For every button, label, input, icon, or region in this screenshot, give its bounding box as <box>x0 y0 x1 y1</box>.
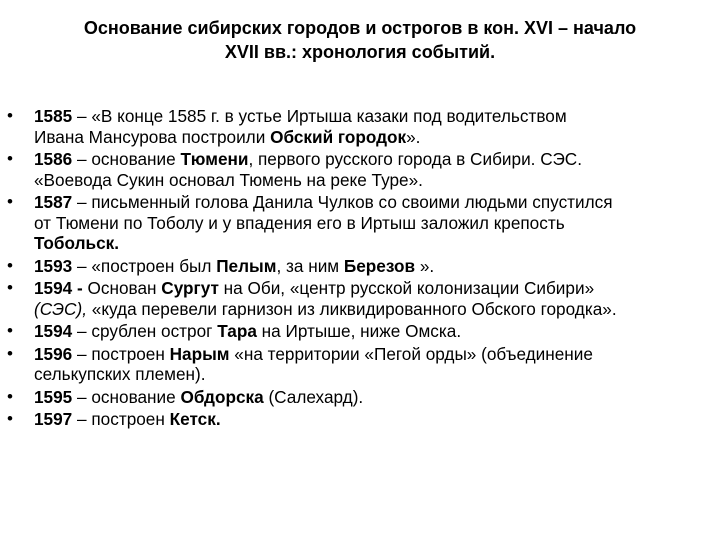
slide-title-line-2: XVII вв.: хронология событий. <box>224 42 496 62</box>
event-bold-text: 1586 <box>34 149 73 169</box>
event-bold-text: Тюмени <box>180 149 249 169</box>
event-item <box>0 387 720 408</box>
bullet-icon: • <box>7 343 13 363</box>
event-bold-text: 1594 <box>34 321 73 341</box>
event-line <box>34 233 714 254</box>
event-text: – основание <box>72 149 181 169</box>
event-text: – основание <box>72 386 181 407</box>
event-line <box>34 106 714 127</box>
event-line <box>34 364 714 385</box>
event-line <box>34 387 714 408</box>
event-line <box>34 299 714 320</box>
event-bold-text: 1594 - <box>34 278 83 298</box>
event-item <box>0 321 720 342</box>
event-line <box>34 409 714 430</box>
event-italic-text: (СЭС), <box>34 298 87 319</box>
event-text: на Оби, «центр русской колонизации Сибири» <box>218 278 595 298</box>
event-item <box>0 149 720 190</box>
event-line <box>34 344 714 365</box>
event-item <box>0 409 720 430</box>
event-text: – срублен острог <box>72 321 218 341</box>
event-bold-text: 1587 <box>34 192 73 212</box>
event-line <box>34 278 714 299</box>
bullet-icon: • <box>7 192 13 211</box>
bullet-icon: • <box>7 321 13 340</box>
event-bold-text: Березов <box>343 255 416 276</box>
event-line <box>34 149 714 170</box>
slide-title-line-1: Основание сибирских городов и острогов в кон. XVI – начало <box>83 18 637 38</box>
bullet-icon: • <box>7 255 13 275</box>
event-bold-text: 1597 <box>34 409 73 429</box>
bullet-icon: • <box>7 149 13 168</box>
event-text: ». <box>406 126 421 147</box>
event-text: от Тюмени по Тоболу и у впадения его в Иртыш заложил крепость <box>34 212 565 233</box>
event-bold-text: Обский городок <box>270 126 407 147</box>
event-line <box>34 256 714 277</box>
event-text: – построен <box>72 343 170 364</box>
event-bold-text: 1595 <box>34 386 73 407</box>
event-item <box>0 106 720 147</box>
event-bold-text: Кетск. <box>169 409 221 429</box>
event-bold-text: 1585 <box>34 106 73 126</box>
event-line <box>34 127 714 148</box>
event-bold-text: Тобольск. <box>34 233 120 253</box>
event-text: (Салехард). <box>263 386 364 407</box>
event-text: – «В конце 1585 г. в устье Иртыша казаки под водительством <box>72 106 567 126</box>
event-item <box>0 192 720 254</box>
event-bold-text: Обдорска <box>180 386 264 407</box>
event-text: «куда перевели гарнизон из ликвидированного Обского городка». <box>86 298 617 319</box>
event-text: Ивана Мансурова построили <box>34 126 271 147</box>
events-list <box>0 106 720 432</box>
event-bold-text: Тара <box>217 321 257 341</box>
event-line <box>34 213 714 234</box>
event-text: ». <box>415 255 435 276</box>
bullet-icon: • <box>7 386 13 406</box>
slide-title <box>40 16 680 64</box>
event-text: – «построен был <box>72 255 217 276</box>
event-text: на Иртыше, ниже Омска. <box>256 321 462 341</box>
bullet-icon: • <box>7 409 13 428</box>
event-line <box>34 192 714 213</box>
bullet-icon: • <box>7 278 13 297</box>
bullet-icon: • <box>7 106 13 125</box>
event-bold-text: 1596 <box>34 343 73 364</box>
event-line <box>34 170 714 191</box>
event-text: «на территории «Пегой орды» (объединение <box>229 343 593 364</box>
event-item <box>0 256 720 277</box>
event-line <box>34 321 714 342</box>
event-text: , первого русского города в Сибири. СЭС. <box>248 149 582 169</box>
event-text: «Воевода Сукин основал Тюмень на реке Туре». <box>34 169 423 190</box>
event-bold-text: 1593 <box>34 255 73 276</box>
event-text: селькупских племен). <box>34 364 206 384</box>
event-text: , за ним <box>276 255 344 276</box>
event-item <box>0 344 720 385</box>
event-bold-text: Пелым <box>216 255 277 276</box>
event-text: – построен <box>72 409 170 429</box>
event-item <box>0 278 720 319</box>
event-bold-text: Нарым <box>169 343 230 364</box>
event-text: – письменный голова Данила Чулков со своими людьми спустился <box>72 192 613 212</box>
event-text: Основан <box>82 278 162 298</box>
event-bold-text: Сургут <box>161 278 219 298</box>
